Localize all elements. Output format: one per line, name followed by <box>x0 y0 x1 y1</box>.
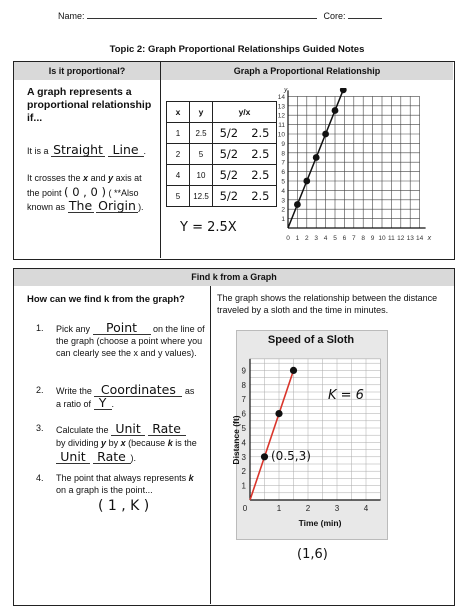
also-label: ( **Also <box>108 188 139 198</box>
data-point <box>290 367 297 374</box>
step-2 <box>56 384 206 410</box>
step-1-text: Pick any <box>56 324 91 334</box>
cell-frac[interactable]: 5/2 <box>213 165 245 186</box>
y-tick-label: 1 <box>241 481 246 491</box>
crosses-text <box>27 172 159 184</box>
data-point <box>332 107 339 114</box>
data-point <box>303 178 310 185</box>
answer-rate[interactable]: Rate <box>148 422 186 436</box>
x-axis-letter: x <box>427 235 432 242</box>
var-k: k <box>167 438 173 448</box>
x-tick-label: 2 <box>304 235 309 242</box>
x-tick-label: 12 <box>397 235 405 242</box>
step-2-as: as <box>184 386 195 396</box>
data-point <box>322 131 329 138</box>
y-tick-label: 5 <box>241 424 246 433</box>
cell-y: 5 <box>190 144 213 165</box>
find-k-question: How can we find k from the graph? <box>27 294 185 305</box>
step-2-dot: . <box>111 399 115 409</box>
x-tick-label: 11 <box>388 235 395 242</box>
y-tick-label: 7 <box>281 159 285 167</box>
table-row <box>167 165 277 186</box>
x-tick-label: 9 <box>370 235 375 242</box>
step-3-close: ). <box>130 453 137 463</box>
y-tick-label: 9 <box>241 366 246 376</box>
y-tick-label: 2 <box>241 467 246 477</box>
y-tick-label: 4 <box>281 187 285 195</box>
y-tick-label: 9 <box>281 140 285 148</box>
name-label: Name: <box>58 11 85 21</box>
crosses-label: It crosses the <box>27 173 81 183</box>
core-label: Core: <box>323 11 346 21</box>
step-3-dividing: by dividing <box>56 438 99 448</box>
y-axis-letter: y <box>284 88 288 94</box>
cell-x: 2 <box>167 144 190 165</box>
x-tick-label: 3 <box>334 504 340 513</box>
step-3-because: (because <box>128 438 166 448</box>
proportion-table <box>166 101 277 207</box>
col-x-header: x <box>167 102 190 123</box>
answer-line[interactable]: Line <box>108 144 144 157</box>
cell-y: 2.5 <box>190 123 213 144</box>
answer-origin-point[interactable]: ( 0 , 0 ) <box>64 185 106 199</box>
cell-dec[interactable]: 2.5 <box>245 123 277 144</box>
known-as-line <box>27 200 159 213</box>
cell-dec[interactable]: 2.5 <box>245 165 277 186</box>
y-tick-label: 6 <box>281 169 285 177</box>
period: . <box>143 146 147 156</box>
close-paren: ). <box>138 202 144 212</box>
y-tick-label: 8 <box>281 150 285 158</box>
proportional-grid-graph <box>278 88 450 250</box>
data-series <box>288 88 347 228</box>
x-tick-label: 0 <box>286 235 290 242</box>
point-line <box>27 186 159 199</box>
var-y: y <box>101 438 107 448</box>
col-ratio-header: y/x <box>213 102 277 123</box>
col-y-header: y <box>190 102 213 123</box>
data-point <box>340 88 347 93</box>
grid-lines <box>288 90 426 228</box>
data-point <box>294 201 301 208</box>
known-as-label: known as <box>27 202 66 212</box>
plot-area <box>250 359 381 500</box>
var-x: x <box>83 173 89 183</box>
y-tick-label: 7 <box>241 395 246 405</box>
answer-one-six[interactable]: (1,6) <box>297 547 328 562</box>
y-tick-label: 2 <box>281 206 285 214</box>
cell-x: 5 <box>167 186 190 207</box>
x-tick-label: 6 <box>342 235 347 242</box>
step-1 <box>56 322 206 359</box>
sloth-chart <box>236 352 386 518</box>
section1-header <box>14 62 452 80</box>
cell-frac[interactable]: 5/2 <box>213 123 245 144</box>
var-k: k <box>188 473 194 483</box>
step-2-number: 2. <box>36 385 44 395</box>
var-y: y <box>108 173 114 183</box>
answer-rate-2[interactable]: Rate <box>93 450 131 464</box>
core-blank[interactable] <box>348 18 382 19</box>
section2-divider <box>210 286 211 604</box>
table-row <box>167 186 277 207</box>
y-tick-label: 1 <box>281 216 285 224</box>
it-is-a-line <box>27 144 159 157</box>
step-1-text-c: of the graph (choose a point where you can clearly see the x and y values). <box>56 324 205 358</box>
y-tick-label: 13 <box>278 103 285 111</box>
point-label: the point <box>27 188 62 198</box>
answer-y[interactable]: Y <box>94 397 112 410</box>
x-tick-label: 8 <box>361 235 366 242</box>
answer-the[interactable]: The <box>68 198 93 213</box>
answer-origin[interactable]: Origin <box>96 200 138 213</box>
sloth-x-axis-label: Time (min) <box>298 518 342 528</box>
cell-x: 1 <box>167 123 190 144</box>
x-tick-label: 3 <box>314 235 319 242</box>
cell-frac[interactable]: 5/2 <box>213 144 245 165</box>
x-tick-label: 4 <box>323 235 328 242</box>
point-note[interactable]: (0.5,3) <box>271 449 311 463</box>
step-1-text-b: on the line <box>153 324 195 334</box>
x-tick-label: 1 <box>276 504 282 513</box>
k-note[interactable] <box>328 388 364 403</box>
x-tick-label: 2 <box>305 504 311 513</box>
find-k-header: Find k from a Graph <box>14 269 454 286</box>
y-tick-label: 8 <box>241 380 246 390</box>
is-proportional-header: Is it proportional? <box>14 62 161 80</box>
step-4-text: The point that always represents <box>56 473 187 483</box>
sloth-y-axis-label: Distance (ft) <box>231 415 241 465</box>
y-tick-label: 11 <box>278 122 285 130</box>
step-3-is-the: is the <box>175 438 197 448</box>
graph-proportional-header: Graph a Proportional Relationship <box>161 62 453 80</box>
section1-divider <box>160 80 161 258</box>
cell-y: 12.5 <box>190 186 213 207</box>
step-2-ratio-of: a ratio of <box>56 399 92 409</box>
axis-at-label: axis at <box>115 173 142 183</box>
k-note-text: K = 6 <box>328 388 364 403</box>
sloth-chart-title: Speed of a Sloth <box>267 334 355 346</box>
answer-unit-2[interactable]: Unit <box>56 450 90 464</box>
answer-point[interactable]: Point <box>93 322 151 335</box>
table-header-row <box>167 102 277 123</box>
answer-coordinates[interactable]: Coordinates <box>94 384 182 397</box>
name-blank[interactable] <box>87 18 317 19</box>
step-3 <box>56 422 208 465</box>
x-tick-label: 7 <box>351 235 356 242</box>
cell-x: 4 <box>167 165 190 186</box>
step-3-by: by <box>108 438 119 448</box>
x-tick-label: 10 <box>378 235 386 242</box>
step-3-number: 3. <box>36 423 44 433</box>
x-tick-label: 0 <box>242 504 248 513</box>
step-2-text: Write the <box>56 386 92 396</box>
answer-unit[interactable]: Unit <box>111 422 145 436</box>
x-tick-label: 13 <box>406 235 414 242</box>
page-title: Topic 2: Graph Proportional Relationships Guided Notes <box>109 44 365 55</box>
y-tick-label: 5 <box>281 178 285 186</box>
y-tick-label: 3 <box>241 452 246 462</box>
var-x: x <box>120 438 126 448</box>
sloth-grid <box>250 359 381 500</box>
step-4 <box>56 472 206 496</box>
cell-dec[interactable]: 2.5 <box>245 186 277 207</box>
step-1-number: 1. <box>36 323 44 333</box>
intro-text: A graph represents a proportional relationship if... <box>27 86 152 124</box>
cell-dec[interactable]: 2.5 <box>245 144 277 165</box>
step-4-number: 4. <box>36 473 44 483</box>
step-4-text-b: on a graph is the point... <box>56 485 153 495</box>
y-tick-label: 10 <box>278 131 285 139</box>
table-row <box>167 123 277 144</box>
x-tick-label: 14 <box>415 235 424 242</box>
answer-one-k[interactable]: ( 1 , K ) <box>98 498 150 514</box>
y-tick-label: 6 <box>241 409 246 419</box>
step-3-text: Calculate the <box>56 425 109 435</box>
cell-y: 10 <box>190 165 213 186</box>
x-tick-label: 1 <box>295 235 300 242</box>
answer-straight[interactable]: Straight <box>51 144 105 157</box>
it-is-a-label: It is a <box>27 146 49 156</box>
data-point <box>313 154 320 161</box>
name-line <box>58 11 382 21</box>
y-tick-label: 3 <box>281 197 285 205</box>
y-tick-label: 12 <box>278 112 285 120</box>
x-tick-label: 5 <box>333 235 337 242</box>
y-tick-label: 4 <box>241 438 246 448</box>
equation[interactable]: Y = 2.5X <box>180 220 237 235</box>
x-tick-label: 4 <box>363 504 369 513</box>
and-label: and <box>90 173 106 183</box>
y-tick-label: 14 <box>278 93 285 101</box>
cell-frac[interactable]: 5/2 <box>213 186 245 207</box>
sloth-description: The graph shows the relationship between the distance traveled by a sloth and the time in minutes. <box>217 293 438 315</box>
data-point <box>275 410 282 417</box>
data-point <box>261 453 268 460</box>
table-row <box>167 144 277 165</box>
